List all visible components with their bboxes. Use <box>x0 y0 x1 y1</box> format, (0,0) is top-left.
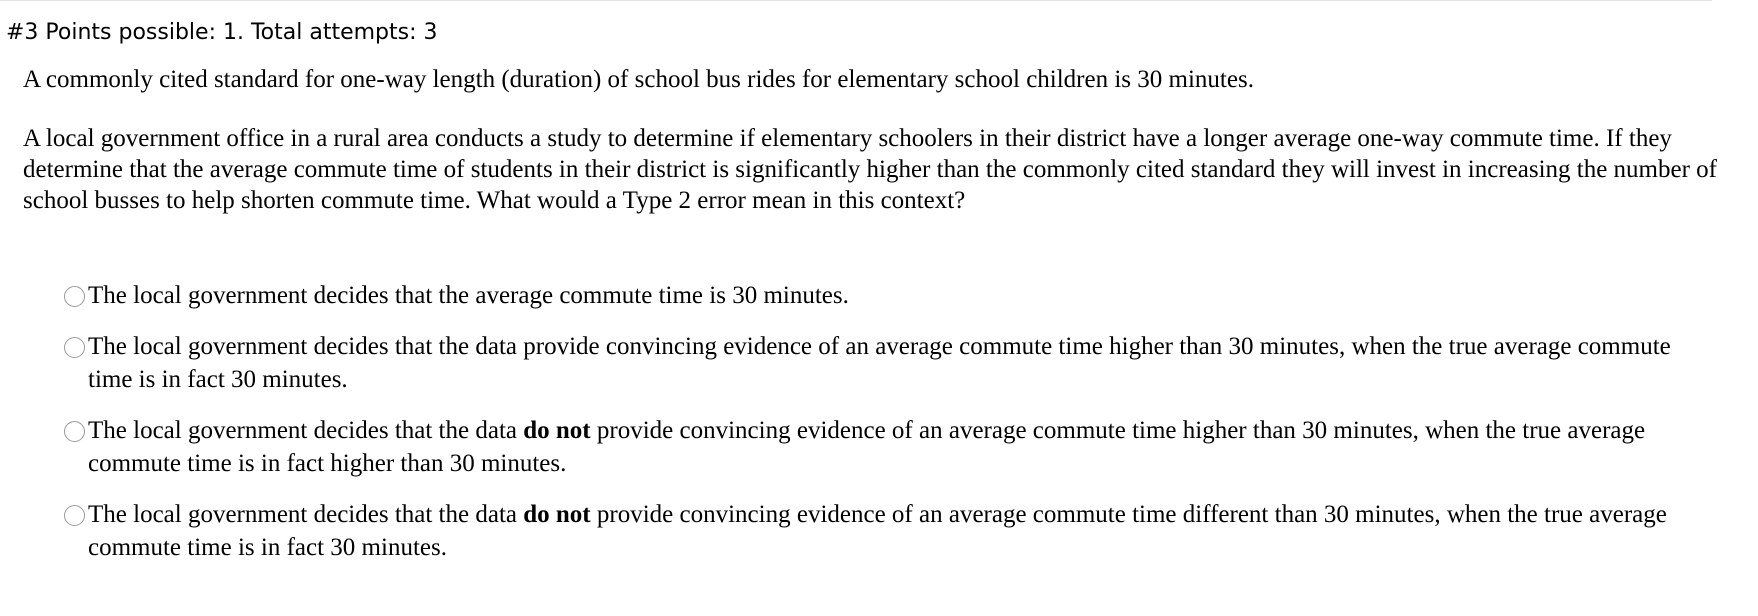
answer-choice-1[interactable] <box>64 279 1714 312</box>
answer-choice-4-text <box>88 498 1714 564</box>
answer-choice-2-text <box>88 330 1714 396</box>
answer-choice-4-before: The local government decides that the data <box>88 501 524 528</box>
answer-choice-3-emphasis: do not <box>523 417 591 444</box>
question-prompt: A local government office in a rural area conducts a study to determine if elementary schoolers in their district have a longer average one-way commute time. If they determine that the average commute time of students in their district is significantly higher than the commonly cited standard they will invest in increasing the number of school busses to help shorten commute time. What would a Type 2 error mean in this context? <box>23 125 1717 214</box>
answer-choice-4[interactable] <box>64 498 1714 564</box>
answer-choice-4-after: provide convincing evidence of an average commute time different than 30 minutes, when the true average commute time is in fact 30 minutes. <box>88 501 1667 561</box>
answer-choice-4-emphasis: do not <box>523 501 591 528</box>
answer-choices <box>64 279 1714 582</box>
top-divider <box>0 0 1712 1</box>
radio-button-3[interactable] <box>64 421 85 442</box>
answer-choice-3-before: The local government decides that the data <box>88 417 524 444</box>
radio-button-4[interactable] <box>64 505 85 526</box>
answer-choice-1-before: The local government decides that the average commute time is 30 minutes. <box>88 282 849 309</box>
answer-choice-3-text <box>88 414 1714 480</box>
answer-choice-1-text <box>88 279 1714 312</box>
answer-choice-3[interactable] <box>64 414 1714 480</box>
question-intro: A commonly cited standard for one-way length (duration) of school bus rides for elementary school children is 30 minutes. <box>23 66 1254 93</box>
question-header: #3 Points possible: 1. Total attempts: 3 <box>6 20 438 45</box>
radio-button-2[interactable] <box>64 337 85 358</box>
answer-choice-3-after: provide convincing evidence of an average commute time higher than 30 minutes, when the true average commute time is in fact higher than 30 minutes. <box>88 417 1646 477</box>
question-body <box>23 64 1723 216</box>
answer-choice-2-before: The local government decides that the data provide convincing evidence of an average commute time higher than 30 minutes, when the true average commute time is in fact 30 minutes. <box>88 333 1671 393</box>
answer-choice-2[interactable] <box>64 330 1714 396</box>
radio-button-1[interactable] <box>64 286 85 307</box>
